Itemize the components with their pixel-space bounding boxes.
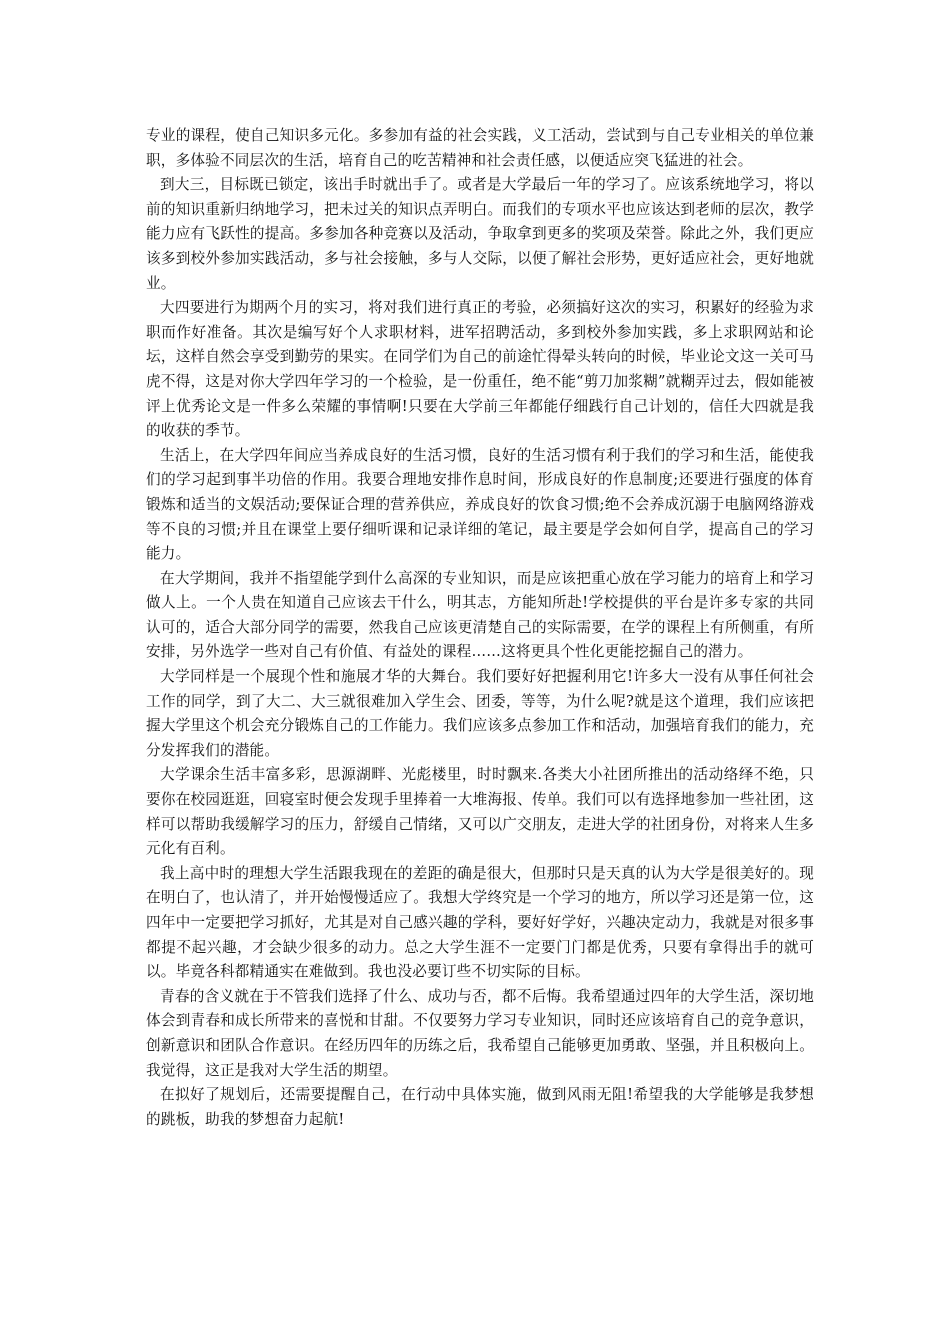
- paragraph-3: 大四要进行为期两个月的实习，将对我们进行真正的考验，必须搞好这次的实习，积累好的经验为求职而作好准备。其次是编写好个人求职材料，进军招聘活动，多到校外参加实践，多上求职网站和论坛，这样自然会享受到勤劳的果实。在同学们为自己的前途忙得晕头转向的时候，毕业论文这一关可马虎不得，这是对你大学四年学习的一个检验，是一份重任，绝不能“剪刀加浆糊”就糊弄过去，假如能被评上优秀论文是一件多么荣耀的事情啊!只要在大学前三年都能仔细践行自己计划的，信任大四就是我的收获的季节。: [146, 299, 814, 440]
- paragraph-4: 生活上，在大学四年间应当养成良好的生活习惯，良好的生活习惯有利于我们的学习和生活，能使我们的学习起到事半功倍的作用。我要合理地安排作息时间，形成良好的作息制度;还要进行强度的体育锻炼和适当的文娱活动;要保证合理的营养供应，养成良好的饮食习惯;绝不会养成沉溺于电脑网络游戏等不良的习惯;并且在课堂上要仔细听课和记录详细的笔记，最主要是学会如何自学，提高自己的学习能力。: [146, 446, 814, 563]
- paragraph-5: 在大学期间，我并不指望能学到什么高深的专业知识，而是应该把重心放在学习能力的培育上和学习做人上。一个人贵在知道自己应该去干什么，明其志，方能知所赴!学校提供的平台是许多专家的共同认可的，适合大部分同学的需要，然我自己应该更清楚自己的实际需要，在学的课程上有所侧重，有所安排，另外选学一些对自己有价值、有益处的课程……这将更具个性化更能挖掘自己的潜力。: [146, 569, 814, 661]
- paragraph-7: 大学课余生活丰富多彩，思源湖畔、光彪楼里，时时飘来.各类大小社团所推出的活动络绎不绝，只要你在校园逛逛，回寝室时便会发现手里捧着一大堆海报、传单。我们可以有选择地参加一些社团，这样可以帮助我缓解学习的压力，舒缓自己情绪，又可以广交朋友，走进大学的社团身份，对将来人生多元化有百利。: [146, 766, 814, 858]
- document-body: [146, 124, 814, 1132]
- paragraph-2: 到大三，目标既已锁定，该出手时就出手了。或者是大学最后一年的学习了。应该系统地学习，将以前的知识重新归纳地学习，把未过关的知识点弄明白。而我们的专项水平也应该达到老师的层次，教学能力应有飞跃性的提高。多参加各种竞赛以及活动，争取拿到更多的奖项及荣誉。除此之外，我们更应该多到校外参加实践活动，多与社会接触，多与人交际，以便了解社会形势，更好适应社会，更好地就业。: [146, 176, 814, 292]
- paragraph-10: 在拟好了规划后，还需要提醒自己，在行动中具体实施，做到风雨无阻!希望我的大学能够是我梦想的跳板，助我的梦想奋力起航!: [146, 1086, 814, 1128]
- paragraph-9: 青春的含义就在于不管我们选择了什么、成功与否，都不后悔。我希望通过四年的大学生活，深切地体会到青春和成长所带来的喜悦和甘甜。不仅要努力学习专业知识，同时还应该培育自己的竞争意识，创新意识和团队合作意识。在经历四年的历练之后，我希望自己能够更加勇敢、坚强，并且积极向上。我觉得，这正是我对大学生活的期望。: [146, 987, 814, 1079]
- paragraph-6: 大学同样是一个展现个性和施展才华的大舞台。我们要好好把握利用它!许多大一没有从事任何社会工作的同学，到了大二、大三就很难加入学生会、团委，等等，为什么呢?就是这个道理，我们应该把握大学里这个机会充分锻炼自己的工作能力。我们应该多点参加工作和活动，加强培育我们的能力，充分发挥我们的潜能。: [146, 668, 814, 759]
- paragraph-8: 我上高中时的理想大学生活跟我现在的差距的确是很大，但那时只是天真的认为大学是很美好的。现在明白了，也认清了，并开始慢慢适应了。我想大学终究是一个学习的地方，所以学习还是第一位，这四年中一定要把学习抓好，尤其是对自己感兴趣的学科，要好好学好，兴趣决定动力，我就是对很多事都提不起兴趣，才会缺少很多的动力。总之大学生涯不一定要门门都是优秀，只要有拿得出手的就可以。毕竟各科都精通实在难做到。我也没必要订些不切实际的目标。: [146, 864, 814, 981]
- paragraph-1: 专业的课程，使自己知识多元化。多参加有益的社会实践，义工活动，尝试到与自己专业相关的单位兼职，多体验不同层次的生活，培育自己的吃苦精神和社会责任感，以便适应突飞猛进的社会。: [146, 127, 814, 169]
